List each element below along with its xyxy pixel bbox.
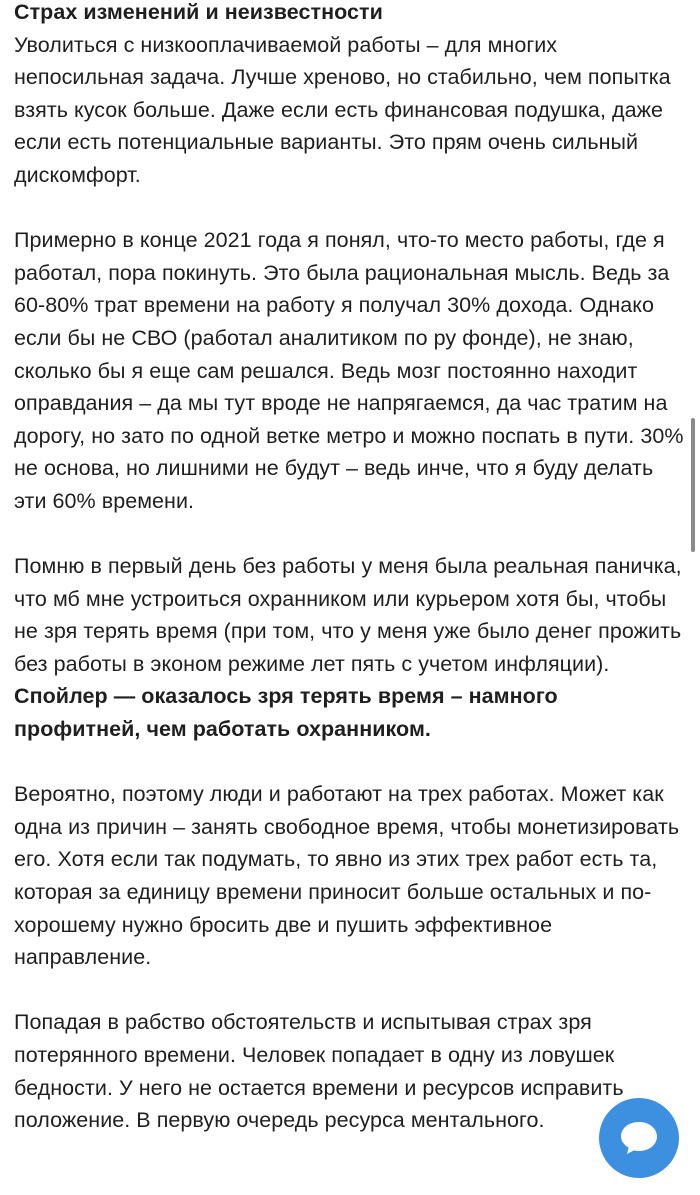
paragraph-2: Примерно в конце 2021 года я понял, что-то место работы, где я работал, пора покинуть. Это была рациональная мысль. Ведь за 60-80% трат времени на работу я получал 30% дохода. Однако если бы не СВО (работал аналитиком по ру фонде), не знаю, сколько бы я еще сам решался. Ведь мозг постоянно находит оправдания – да мы тут вроде не напрягаемся, да час тратим на дорогу, но зато по одной ветке метро и можно поспать в пути. 30% не основа, но лишними не будут – ведь инче, что я буду делать эти 60% времени. <box>14 228 684 513</box>
chat-button[interactable] <box>599 1098 679 1178</box>
chat-bubble-icon <box>619 1120 659 1156</box>
section-heading: Страх изменений и неизвестности <box>14 0 383 24</box>
paragraph-1: Уволиться с низкооплачиваемой работы – для многих непосильная задача. Лучше хреново, но стабильно, чем попытка взять кусок больше. Даже если есть финансовая подушка, даже если есть потенциальные варианты. Это прям очень сильный дискомфорт. <box>14 32 671 187</box>
paragraph-4: Вероятно, поэтому люди и работают на трех работах. Может как одна из причин – занять свободное время, чтобы монетизировать его. Хотя если так подумать, то явно из этих трех работ есть та, которая за единицу времени приносит больше остальных и по-хорошему нужно бросить две и пушить эффективное направление. <box>14 782 680 970</box>
paragraph-3-bold: Спойлер — оказалось зря терять время – намного профитней, чем работать охранником. <box>14 684 558 742</box>
article-body <box>14 0 684 1169</box>
paragraph-5: Попадая в рабство обстоятельств и испытывая страх зря потерянного времени. Человек попадает в одну из ловушек бедности. У него не остается времени и ресурсов исправить положение. В первую очередь ресурса ментального. <box>14 1010 624 1133</box>
scrollbar-thumb[interactable] <box>691 418 695 552</box>
paragraph-3: Помню в первый день без работы у меня была реальная паничка, что мб мне устроиться охранником или курьером хотя бы, чтобы не зря терять время (при том, что у меня уже было денег прожить без работы в эконом режиме лет пять с учетом инфляции). <box>14 554 682 676</box>
